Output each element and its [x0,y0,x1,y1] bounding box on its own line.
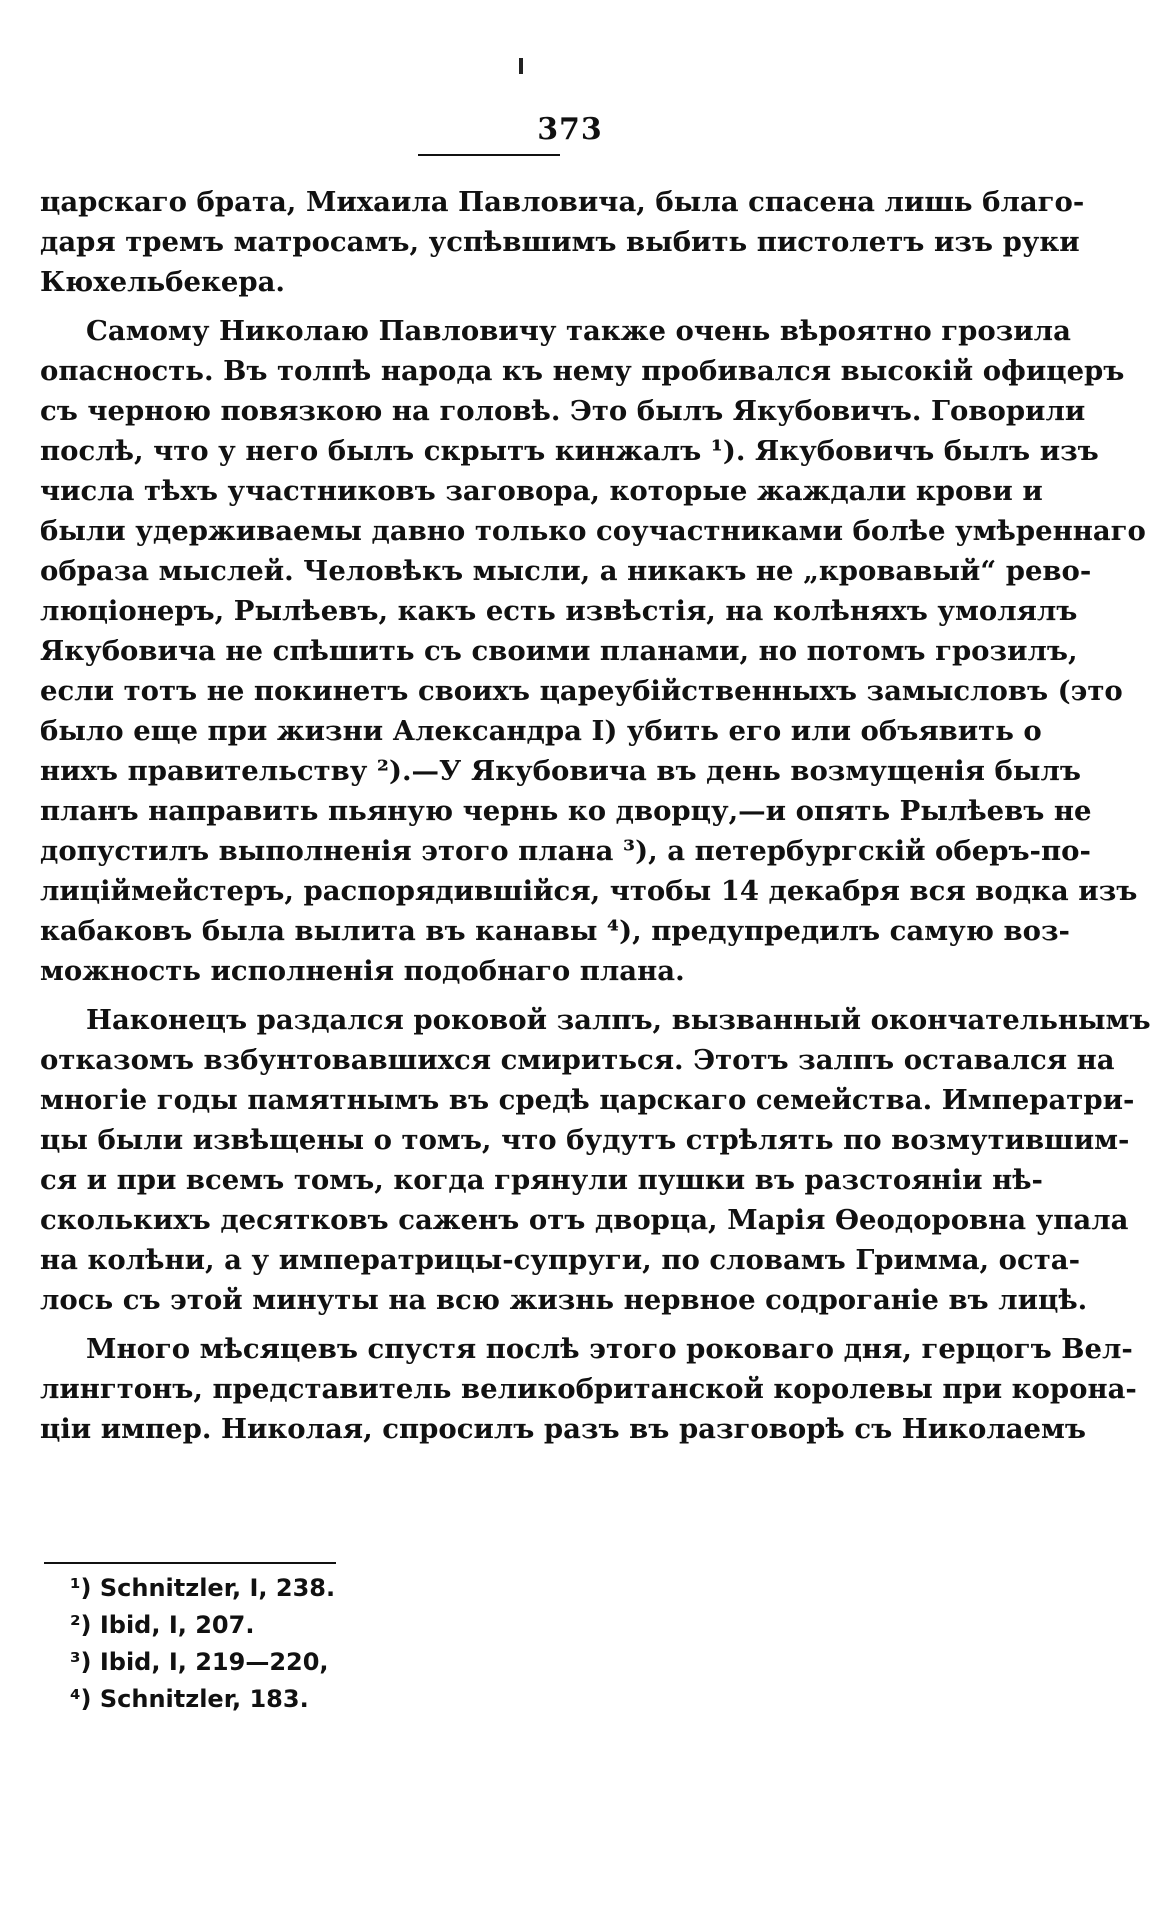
text-line: царскаго брата, Михаила Павловича, была спасена лишь благо- [40,186,1085,218]
text-line: ціи импер. Николая, спросилъ разъ въ разговорѣ съ Николаемъ [40,1413,1087,1445]
footnote-mark: ³) [70,1648,92,1676]
paragraph [40,1000,1151,1320]
footnotes [70,1570,670,1718]
text-line: лиціймейстеръ, распорядившійся, чтобы 14 декабря вся водка изъ [40,875,1138,907]
text-line: многіе годы памятнымъ въ средѣ царскаго семейства. Императри- [40,1084,1135,1116]
text-line: люціонеръ, Рылѣевъ, какъ есть извѣстія, на колѣняхъ умолялъ [40,595,1078,627]
text-line: Наконецъ раздался роковой залпъ, вызванный окончательнымъ [86,1004,1151,1036]
text-line: числа тѣхъ участниковъ заговора, которые жаждали крови и [40,475,1043,507]
footnote [70,1644,670,1681]
text-line: кабаковъ была вылита въ канавы ⁴), предупредилъ самую воз- [40,915,1070,947]
text-line: образа мыслей. Человѣкъ мысли, а никакъ не „кровавый“ рево- [40,555,1092,587]
text-line: цы были извѣщены о томъ, что будутъ стрѣлять по возмутившим- [40,1124,1130,1156]
footnote-mark: ⁴) [70,1685,92,1713]
footnote [70,1570,670,1607]
paragraph [40,182,1085,302]
paragraph [40,311,1146,991]
text-line: послѣ, что у него былъ скрытъ кинжалъ ¹). Якубовичъ былъ изъ [40,435,1099,467]
page-number-underline [418,154,560,156]
text-line: съ черною повязкою на головѣ. Это былъ Якубовичъ. Говорили [40,395,1086,427]
print-speck [519,58,523,74]
page-number: 373 [537,112,603,147]
text-line: Самому Николаю Павловичу также очень вѣроятно грозила [86,315,1071,347]
text-line: опасность. Въ толпѣ народа къ нему пробивался высокій офицеръ [40,355,1125,387]
footnote-text: Ibid, I, 219—220, [99,1648,329,1676]
text-line: отказомъ взбунтовавшихся смириться. Этотъ залпъ оставался на [40,1044,1115,1076]
footnote-text: Ibid, I, 207. [99,1611,255,1639]
text-line: было еще при жизни Александра I) убить его или объявить о [40,715,1042,747]
text-line: можность исполненія подобнаго плана. [40,955,685,987]
footnote-text: Schnitzler, 183. [99,1685,309,1713]
text-line: лингтонъ, представитель великобританской королевы при корона- [40,1373,1137,1405]
text-line: на колѣни, а у императрицы-супруги, по словамъ Гримма, оста- [40,1244,1081,1276]
paragraph [40,1329,1137,1449]
main-text [40,182,1151,1449]
text-line: Кюхельбекера. [40,266,285,298]
text-line: планъ направить пьяную чернь ко дворцу,—и опять Рылѣевъ не [40,795,1092,827]
text-line: Якубовича не спѣшить съ своими планами, но потомъ грозилъ, [40,635,1078,667]
text-line: допустилъ выполненія этого плана ³), а петербургскій оберъ-по- [40,835,1091,867]
text-line: даря тремъ матросамъ, успѣвшимъ выбить пистолетъ изъ руки [40,226,1080,258]
footnote-mark: ¹) [70,1574,92,1602]
text-line: ся и при всемъ томъ, когда грянули пушки въ разстояніи нѣ- [40,1164,1043,1196]
footnote [70,1607,670,1644]
text-line: Много мѣсяцевъ спустя послѣ этого роковаго дня, герцогъ Вел- [86,1333,1133,1365]
text-line: лось съ этой минуты на всю жизнь нервное содроганіе въ лицѣ. [40,1284,1088,1316]
text-line: если тотъ не покинетъ своихъ цареубійственныхъ замысловъ (это [40,675,1123,707]
footnote [70,1681,670,1718]
footnote-mark: ²) [70,1611,92,1639]
text-line: были удерживаемы давно только соучастниками болѣе умѣреннаго [40,515,1146,547]
text-line: нихъ правительству ²).—У Якубовича въ день возмущенія былъ [40,755,1081,787]
footnote-text: Schnitzler, I, 238. [99,1574,336,1602]
footnote-divider [44,1562,336,1564]
text-line: сколькихъ десятковъ саженъ отъ дворца, Марія Ѳеодоровна упала [40,1204,1129,1236]
